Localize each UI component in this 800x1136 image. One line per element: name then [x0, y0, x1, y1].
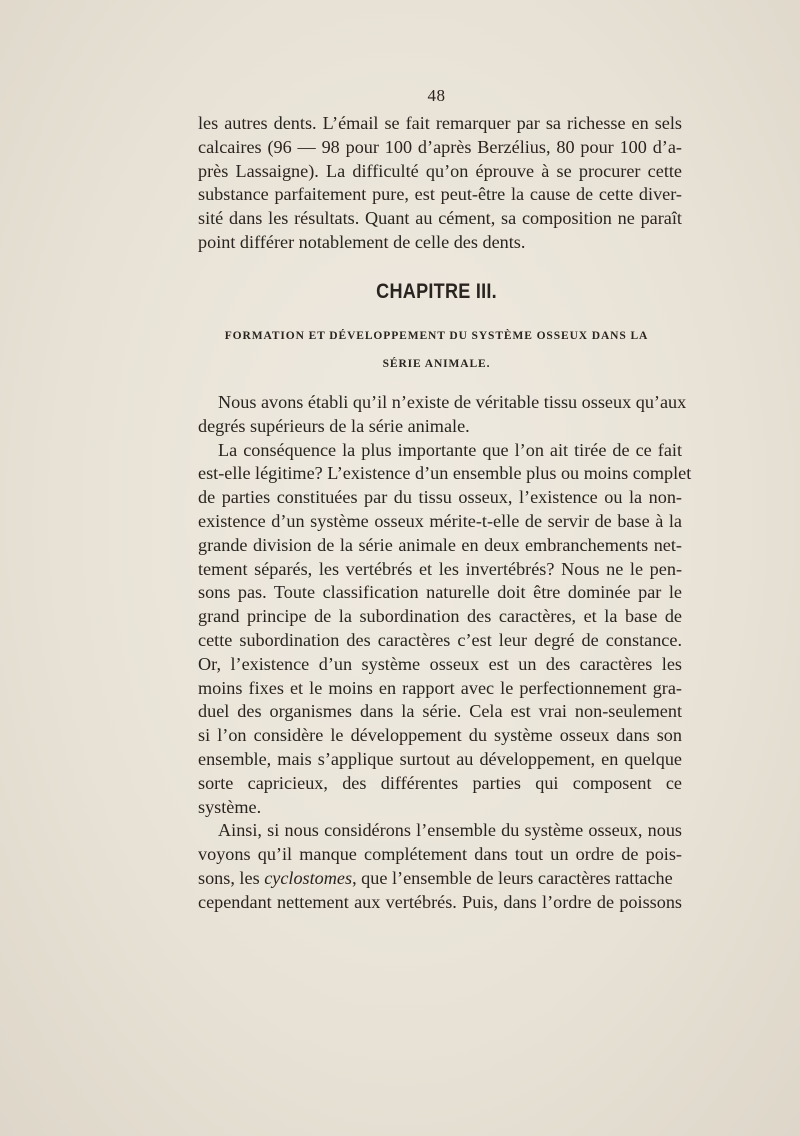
text-line: ensemble, mais s’applique surtout au développement, en quelque: [198, 748, 682, 769]
text-line: sité dans les résultats. Quant au cément, sa composition ne paraît: [198, 208, 682, 229]
page-number: 48: [427, 86, 446, 105]
text-line: calcaires (96 — 98 pour 100 d’après Berzélius, 80 pour 100 d’a-: [198, 136, 682, 157]
text-segment: , que l’ensemble de leurs caractères rattache: [352, 867, 673, 888]
text-line: près Lassaigne). La difficulté qu’on éprouve à se procurer cette: [198, 160, 682, 181]
italic-term: cyclostomes: [264, 867, 353, 888]
text-line: voyons qu’il manque complétement dans tout un ordre de pois-: [198, 844, 682, 865]
text-line: Or, l’existence d’un système osseux est un des caractères les: [198, 653, 682, 674]
text-line: les autres dents. L’émail se fait remarquer par sa richesse en sels: [198, 113, 682, 133]
text-line: La conséquence la plus importante que l’on ait tirée de ce fait: [218, 439, 682, 460]
text-line: système.: [198, 796, 262, 817]
text-line: cette subordination des caractères c’est leur degré de constance.: [198, 629, 682, 650]
text-line: cependant nettement aux vertébrés. Puis, dans l’ordre de poissons: [198, 891, 682, 912]
section-title-line-2: SÉRIE ANIMALE.: [382, 358, 491, 370]
body-text: [198, 391, 692, 915]
text-line: est-elle légitime? L’existence d’un ensemble plus ou moins complet: [198, 463, 692, 484]
text-line: point différer notablement de celle des dents.: [198, 231, 526, 252]
text-line: grande division de la série animale en deux embranchements net-: [198, 534, 682, 555]
intro-paragraph: [198, 112, 682, 255]
text-segment: sons, les: [198, 867, 265, 888]
section-title-line-1: FORMATION ET DÉVELOPPEMENT DU SYSTÈME OSSEUX DANS LA: [224, 330, 649, 342]
text-line: Nous avons établi qu’il n’existe de véritable tissu osseux qu’aux: [218, 392, 687, 412]
text-line: sons pas. Toute classification naturelle doit être dominée par le: [198, 582, 682, 603]
text-line: Ainsi, si nous considérons l’ensemble du système osseux, nous: [218, 820, 682, 841]
text-line: substance parfaitement pure, est peut-être la cause de cette diver-: [198, 184, 682, 205]
text-line-with-italic: [198, 867, 682, 891]
text-line: degrés supérieurs de la série animale.: [198, 415, 470, 436]
text-line: si l’on considère le développement du système osseux dans son: [198, 725, 682, 746]
text-line: de parties constituées par du tissu osseux, l’existence ou la non-: [198, 487, 682, 508]
text-line: sorte capricieux, des différentes parties qui composent ce: [198, 772, 682, 793]
text-line: existence d’un système osseux mérite-t-elle de servir de base à la: [198, 510, 682, 531]
text-line: duel des organismes dans la série. Cela est vrai non-seulement: [198, 701, 682, 722]
chapter-title: CHAPITRE III.: [376, 280, 497, 303]
text-line: moins fixes et le moins en rapport avec le perfectionnement gra-: [198, 677, 682, 698]
text-line: tement séparés, les vertébrés et les invertébrés? Nous ne le pen-: [198, 558, 682, 579]
text-line: grand principe de la subordination des caractères, et la base de: [198, 606, 682, 627]
